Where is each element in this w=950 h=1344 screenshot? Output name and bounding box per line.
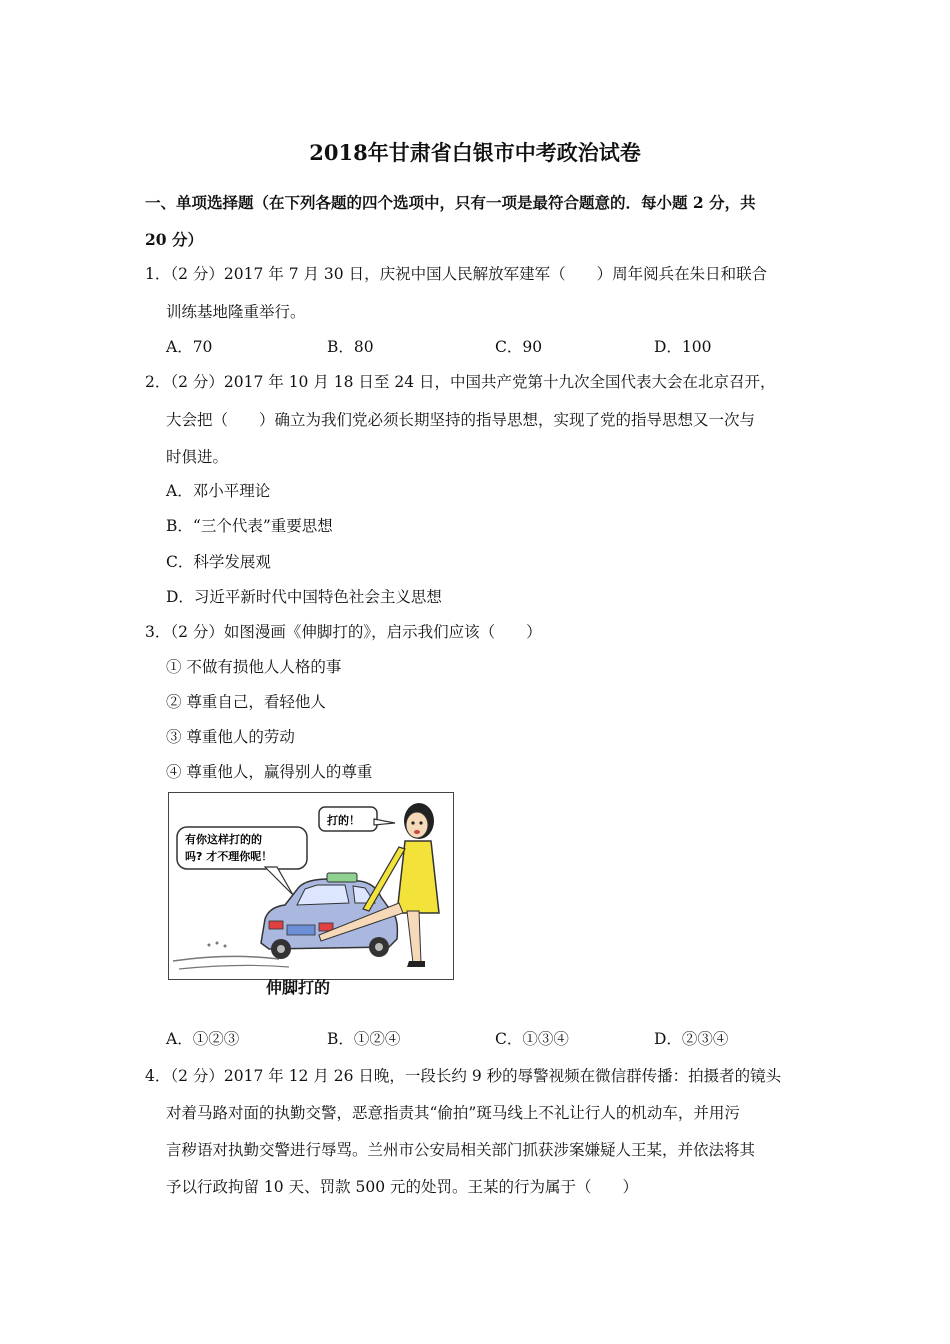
q4-stem-line-1: 4．（2 分）2017 年 12 月 26 日晚，一段长约 9 秒的辱警视频在微信群传播：拍摄者的镜头 [145, 1067, 782, 1085]
q1-option-c: C．90 [495, 338, 543, 356]
q3-statement-1: ① 不做有损他人人格的事 [166, 658, 342, 676]
comic-caption: 伸脚打的 [266, 978, 331, 997]
bubble-left-line-1: 有你这样打的的 [185, 833, 262, 846]
q3-statement-2: ② 尊重自己，看轻他人 [166, 693, 326, 711]
comic-illustration [168, 792, 454, 980]
q1-stem-line-1: 1．（2 分）2017 年 7 月 30 日，庆祝中国人民解放军建军（ ）周年阅兵在朱日和联合 [145, 265, 768, 283]
q3-option-c: C．①③④ [495, 1030, 569, 1048]
q2-option-d: D．习近平新时代中国特色社会主义思想 [166, 588, 442, 606]
bubble-right-text: 打的！ [327, 814, 360, 827]
q3-option-b: B．①②④ [327, 1030, 401, 1048]
q1-stem-line-2: 训练基地隆重举行。 [166, 303, 306, 321]
q2-option-b: B．“三个代表”重要思想 [166, 517, 333, 535]
q2-stem-line-2: 大会把（ ）确立为我们党必须长期坚持的指导思想，实现了党的指导思想又一次与 [166, 411, 756, 429]
q4-stem-line-3: 言秽语对执勤交警进行辱骂。兰州市公安局相关部门抓获涉案嫌疑人王某，并依法将其 [166, 1141, 756, 1159]
page-title: 2018年甘肃省白银市中考政治试卷 [309, 140, 641, 165]
q2-option-c: C．科学发展观 [166, 553, 271, 571]
q1-option-b: B．80 [327, 338, 374, 356]
q4-stem-line-4: 予以行政拘留 10 天、罚款 500 元的处罚。王某的行为属于（ ） [166, 1178, 639, 1196]
q1-option-d: D．100 [654, 338, 712, 356]
q2-stem-line-3: 时俱进。 [166, 448, 229, 466]
bubble-left-line-2: 吗? 才不理你呢！ [185, 850, 273, 863]
q1-option-a: A．70 [166, 338, 213, 356]
q2-option-a: A．邓小平理论 [166, 482, 271, 500]
q3-statement-3: ③ 尊重他人的劳动 [166, 728, 295, 746]
q3-statement-4: ④ 尊重他人，赢得别人的尊重 [166, 763, 373, 781]
q3-option-a: A．①②③ [166, 1030, 240, 1048]
section-heading-line-2: 20 分） [145, 230, 203, 249]
section-heading-line-1: 一、单项选择题（在下列各题的四个选项中，只有一项是最符合题意的．每小题 2 分，共 [145, 193, 756, 212]
q2-stem-line-1: 2．（2 分）2017 年 10 月 18 日至 24 日，中国共产党第十九次全国代表大会在北京召开， [145, 373, 776, 391]
q4-stem-line-2: 对着马路对面的执勤交警，恶意指责其“偷拍”斑马线上不礼让行人的机动车，并用污 [166, 1104, 740, 1122]
q3-stem: 3．（2 分）如图漫画《伸脚打的》，启示我们应该（ ） [145, 623, 542, 641]
q3-option-d: D．②③④ [654, 1030, 729, 1048]
